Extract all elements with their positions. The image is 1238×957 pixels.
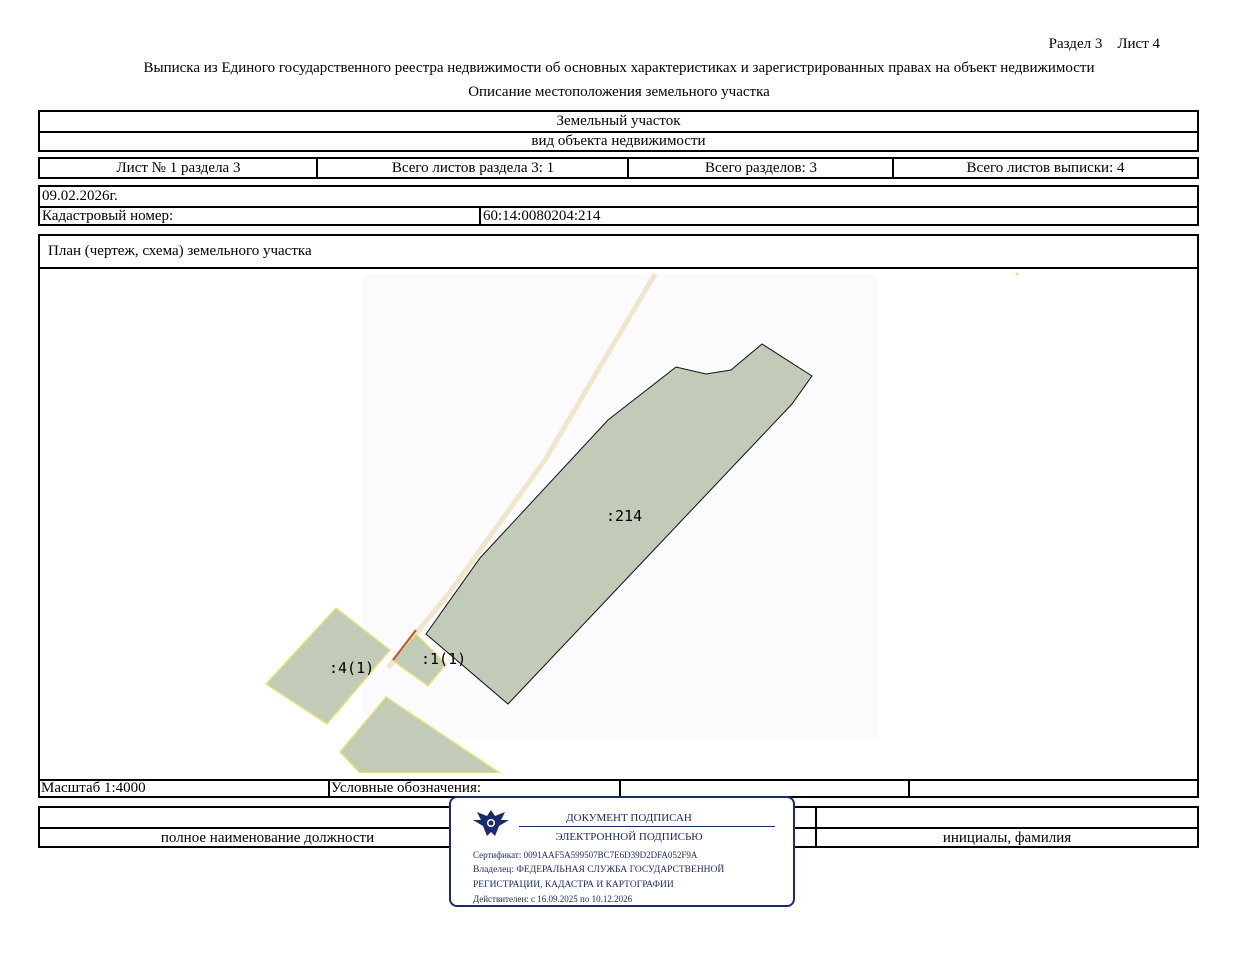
parcel-1-1-label: :1(1) — [421, 650, 467, 668]
stamp-owner-2: РЕГИСТРАЦИИ, КАДАСТРА И КАРТОГРАФИИ — [473, 880, 674, 890]
extract-date: 09.02.2026г. — [42, 188, 118, 204]
section-sheet-label: Раздел 3 Лист 4 — [1048, 36, 1160, 52]
initials-label: инициалы, фамилия — [942, 829, 1072, 846]
parcel-214-label: :214 — [606, 507, 643, 525]
sections-total: Всего разделов: 3 — [704, 159, 818, 176]
sheet-number: Лист № 1 раздела 3 — [116, 159, 241, 176]
document-subtitle: Описание местоположения земельного участка — [468, 84, 770, 100]
stamp-owner-1: Владелец: ФЕДЕРАЛЬНАЯ СЛУЖБА ГОСУДАРСТВЕННОЙ — [473, 865, 725, 875]
object-type-label: вид объекта недвижимости — [531, 133, 706, 149]
position-label: полное наименование должности — [160, 829, 375, 846]
e-signature-stamp — [449, 796, 795, 907]
plan-title: План (чертеж, схема) земельного участка — [48, 243, 312, 259]
stamp-divider — [519, 826, 775, 827]
sheets-in-section: Всего листов раздела 3: 1 — [391, 159, 555, 176]
stamp-line2: ЭЛЕКТРОННОЙ ПОДПИСЬЮ — [555, 831, 703, 843]
legend-label: Условные обозначения: — [331, 780, 482, 796]
cadastral-label: Кадастровый номер: — [42, 208, 174, 224]
sheets-total: Всего листов выписки: 4 — [966, 159, 1125, 176]
cell-divider — [908, 781, 910, 796]
parcel-4-1-label: :4(1) — [329, 659, 375, 677]
scale-label: Масштаб 1:4000 — [41, 780, 146, 796]
map-marker — [1016, 273, 1019, 276]
stamp-validity: Действителен: с 16.09.2025 по 10.12.2026 — [473, 894, 633, 904]
stamp-certificate: Сертификат: 0091AAF5A599507BC7E6D39D2DFA052F9A — [473, 850, 698, 860]
stamp-line1: ДОКУМЕНТ ПОДПИСАН — [566, 812, 692, 824]
cadastral-number: 60:14:0080204:214 — [483, 208, 601, 224]
cell-divider — [328, 781, 330, 796]
cell-divider — [619, 781, 621, 796]
object-name: Земельный участок — [556, 113, 681, 129]
document-title: Выписка из Единого государственного реестра недвижимости об основных характеристиках и зарегистрированных правах на объект недвижимости — [143, 60, 1095, 76]
